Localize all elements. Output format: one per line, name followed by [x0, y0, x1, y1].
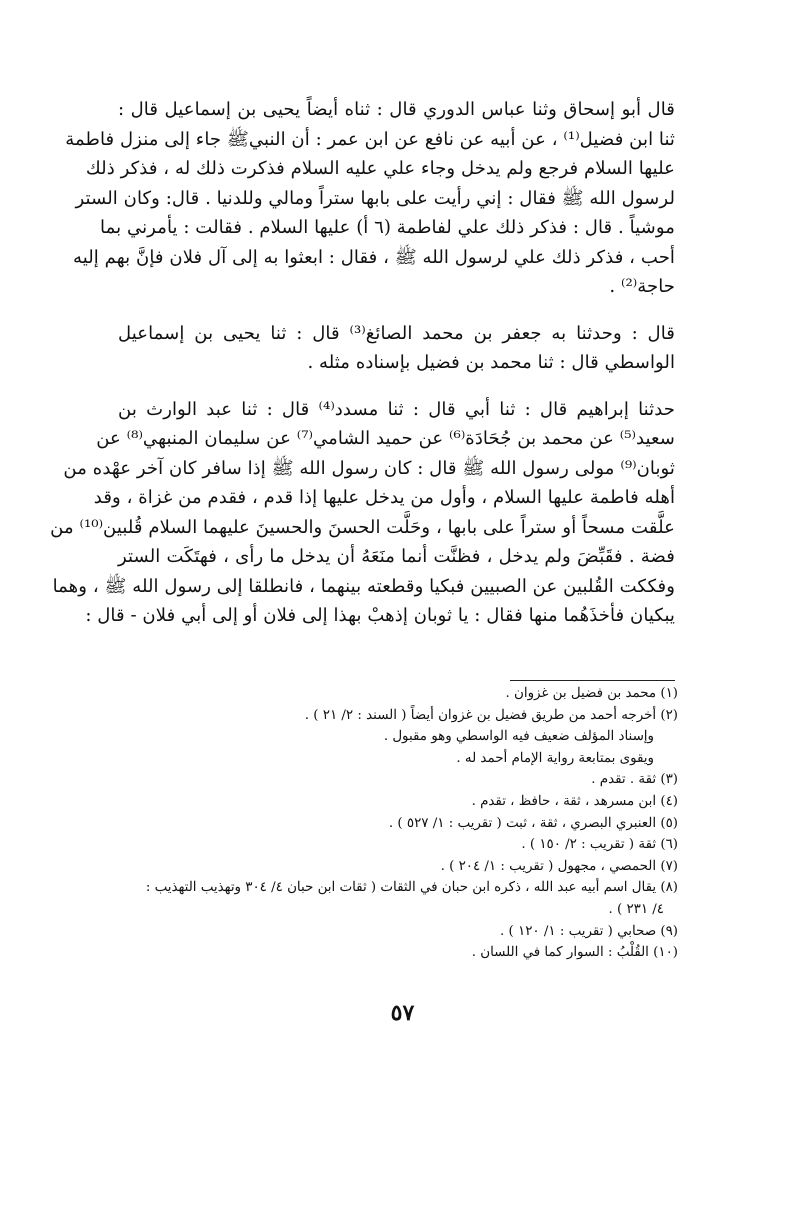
- footnotes: [118, 683, 678, 964]
- footnote: (٢) أخرجه أحمد من طريق فضيل بن غزوان أيضاً ( السند : ٢/ ٢١ ) .: [304, 707, 678, 723]
- text-line: أهله فاطمة عليها السلام ، وأول من يدخل عليها إذا قدم ، فقدم من غزاة ، وقد: [93, 487, 675, 508]
- footnote-continuation: وإسناد المؤلف ضعيف فيه الواسطي وهو مقبول .: [383, 729, 654, 745]
- text-line: فضة . فقَبِّضَ ولم يدخل ، فظنَّت أنما منَعَهُ أن يدخل ما رأى ، فهتَكَت الستر: [118, 546, 675, 567]
- page-number: ٥٧: [390, 1000, 415, 1026]
- text-line: ثوبان⁽⁹⁾ مولى رسول الله ﷺ قال : كان رسول الله ﷺ إذا سافر كان آخر عهْده من: [63, 457, 675, 479]
- text-line: أحب ، فذكر ذلك علي لرسول الله ﷺ ، فقال : ابعثوا به إلى آل فلان فإنَّ بهم إليه: [73, 246, 675, 268]
- text-line: ثنا ابن فضيل⁽¹⁾ ، عن أبيه عن نافع عن ابن عمر : أن النبيﷺ جاء إلى منزل فاطمة: [65, 128, 675, 150]
- footnote: (٤) ابن مسرهد ، ثقة ، حافظ ، تقدم .: [471, 793, 678, 809]
- footnote-continuation: ٤/ ٢٣١ ) .: [608, 901, 664, 917]
- text-line: حاجة⁽²⁾ .: [609, 276, 675, 297]
- text-line: يبكيان فأخذَهُما منها فقال : يا ثوبان إذهبْ بهذا إلى فلان أو إلى أبي فلان - قال :: [85, 605, 675, 626]
- footnote: (٥) العنبري البصري ، ثقة ، ثبت ( تقريب : ١/ ٥٢٧ ) .: [388, 815, 678, 831]
- text-line: الواسطي قال : ثنا محمد بن فضيل بإسناده مثله .: [307, 352, 675, 373]
- footnote: (٨) يقال اسم أبيه عبد الله ، ذكره ابن حبان في الثقات ( ثقات ابن حبان ٤/ ٣٠٤ وتهذيب التهذيب :: [145, 880, 678, 896]
- text-line: موشياً . قال : فذكر ذلك علي لفاطمة (٦ أ) عليها السلام . فقالت : يأمرني بما: [100, 217, 675, 238]
- paragraph-2: [118, 319, 675, 378]
- footnote: (٣) ثقة . تقدم .: [591, 772, 678, 788]
- footnote: (١) محمد بن فضيل بن غزوان .: [505, 686, 678, 701]
- footnote: (٦) ثقة ( تقريب : ٢/ ١٥٠ ) .: [521, 837, 678, 853]
- footnote-continuation: ويقوى بمتابعة رواية الإمام أحمد له .: [456, 750, 654, 766]
- main-text: [50, 95, 675, 631]
- text-line: علَّقت مسحاً أو ستراً على بابها ، وحَلَّت الحسنَ والحسينَ عليهما السلام قُلبين⁽¹⁰⁾ من: [50, 516, 675, 538]
- text-line: وفككت القُلبين عن الصبيين فبكيا وقطعته بينهما ، فانطلقا إلى رسول الله ﷺ ، وهما: [52, 575, 675, 597]
- paragraph-3: [50, 395, 675, 631]
- footnote: (٩) صحابي ( تقريب : ١/ ١٢٠ ) .: [500, 923, 678, 939]
- footnote: (١٠) القُلْبُ : السوار كما في اللسان .: [471, 945, 678, 961]
- text-line: عليها السلام فرجع ولم يدخل وجاء علي عليه السلام فذكرت ذلك له ، فذكر ذلك: [85, 158, 675, 179]
- paragraph-1: [65, 95, 675, 302]
- footnote-divider: [510, 680, 675, 681]
- text-line: قال أبو إسحاق وثنا عباس الدوري قال : ثناه أيضاً يحيى بن إسماعيل قال :: [118, 99, 675, 120]
- footnote: (٧) الحمصي ، مجهول ( تقريب : ١/ ٢٠٤ ) .: [440, 858, 678, 874]
- text-line: حدثنا إبراهيم قال : ثنا أبي قال : ثنا مسدد⁽⁴⁾ قال : ثنا عبد الوارث بن: [118, 398, 675, 420]
- text-line: لرسول الله ﷺ فقال : إني رأيت على بابها ستراً ومالي وللدنيا . قال: وكان الستر: [75, 187, 675, 209]
- text-line: قال : وحدثنا به جعفر بن محمد الصائغ⁽³⁾ قال : ثنا يحيى بن إسماعيل: [118, 322, 675, 344]
- text-line: سعيد⁽⁵⁾ عن محمد بن جُحَادَة⁽⁶⁾ عن حميد الشامي⁽⁷⁾ عن سليمان المنبهي⁽⁸⁾ عن: [96, 428, 675, 449]
